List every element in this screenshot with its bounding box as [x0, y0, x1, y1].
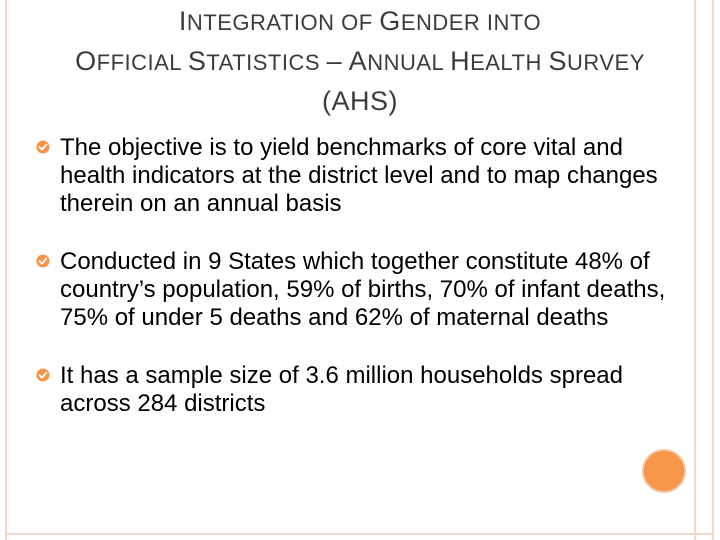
title-segment: URVEY	[566, 50, 645, 75]
decorative-orange-circle	[642, 449, 686, 493]
title-line-3	[10, 82, 710, 122]
title-segment: H	[450, 46, 471, 76]
title-segment: FFICIAL	[96, 50, 188, 75]
title-segment: ENDER INTO	[400, 10, 542, 35]
bullet-item	[36, 134, 676, 218]
title-segment: O	[75, 46, 97, 76]
title-segment: S	[187, 46, 207, 76]
bullet-text: The objective is to yield benchmarks of core vital and health indicators at the district level and to map changes therein on an annual basis	[60, 134, 658, 217]
title-segment: EALTH	[470, 50, 549, 75]
title-line-1	[10, 2, 710, 42]
title-segment: TATISTICS	[206, 50, 327, 75]
title-segment: NNUAL	[367, 50, 451, 75]
title-segment: G	[379, 6, 401, 36]
frame-left-line	[5, 0, 7, 540]
title-segment: (AHS)	[322, 86, 398, 116]
bullet-item	[36, 248, 676, 332]
bullet-text: It has a sample size of 3.6 million households spread across 284 districts	[60, 362, 623, 417]
check-circle-icon	[36, 140, 50, 154]
title-segment: S	[548, 46, 567, 76]
bullet-list	[36, 134, 676, 418]
check-circle-icon	[36, 368, 50, 382]
title-segment: – A	[326, 46, 368, 76]
frame-right-line-outer	[712, 0, 714, 540]
bullet-item	[36, 362, 676, 418]
frame-bottom-line	[5, 533, 712, 535]
check-circle-icon	[36, 254, 50, 268]
title-line-2	[10, 42, 710, 82]
title-segment: I	[178, 6, 187, 36]
bullet-text: Conducted in 9 States which together constitute 48% of country’s population, 59% of births, 70% of infant deaths, 75% of under 5 deaths and 62% of maternal deaths	[60, 248, 666, 331]
slide-title	[10, 2, 710, 122]
title-segment: NTEGRATION OF	[186, 10, 380, 35]
